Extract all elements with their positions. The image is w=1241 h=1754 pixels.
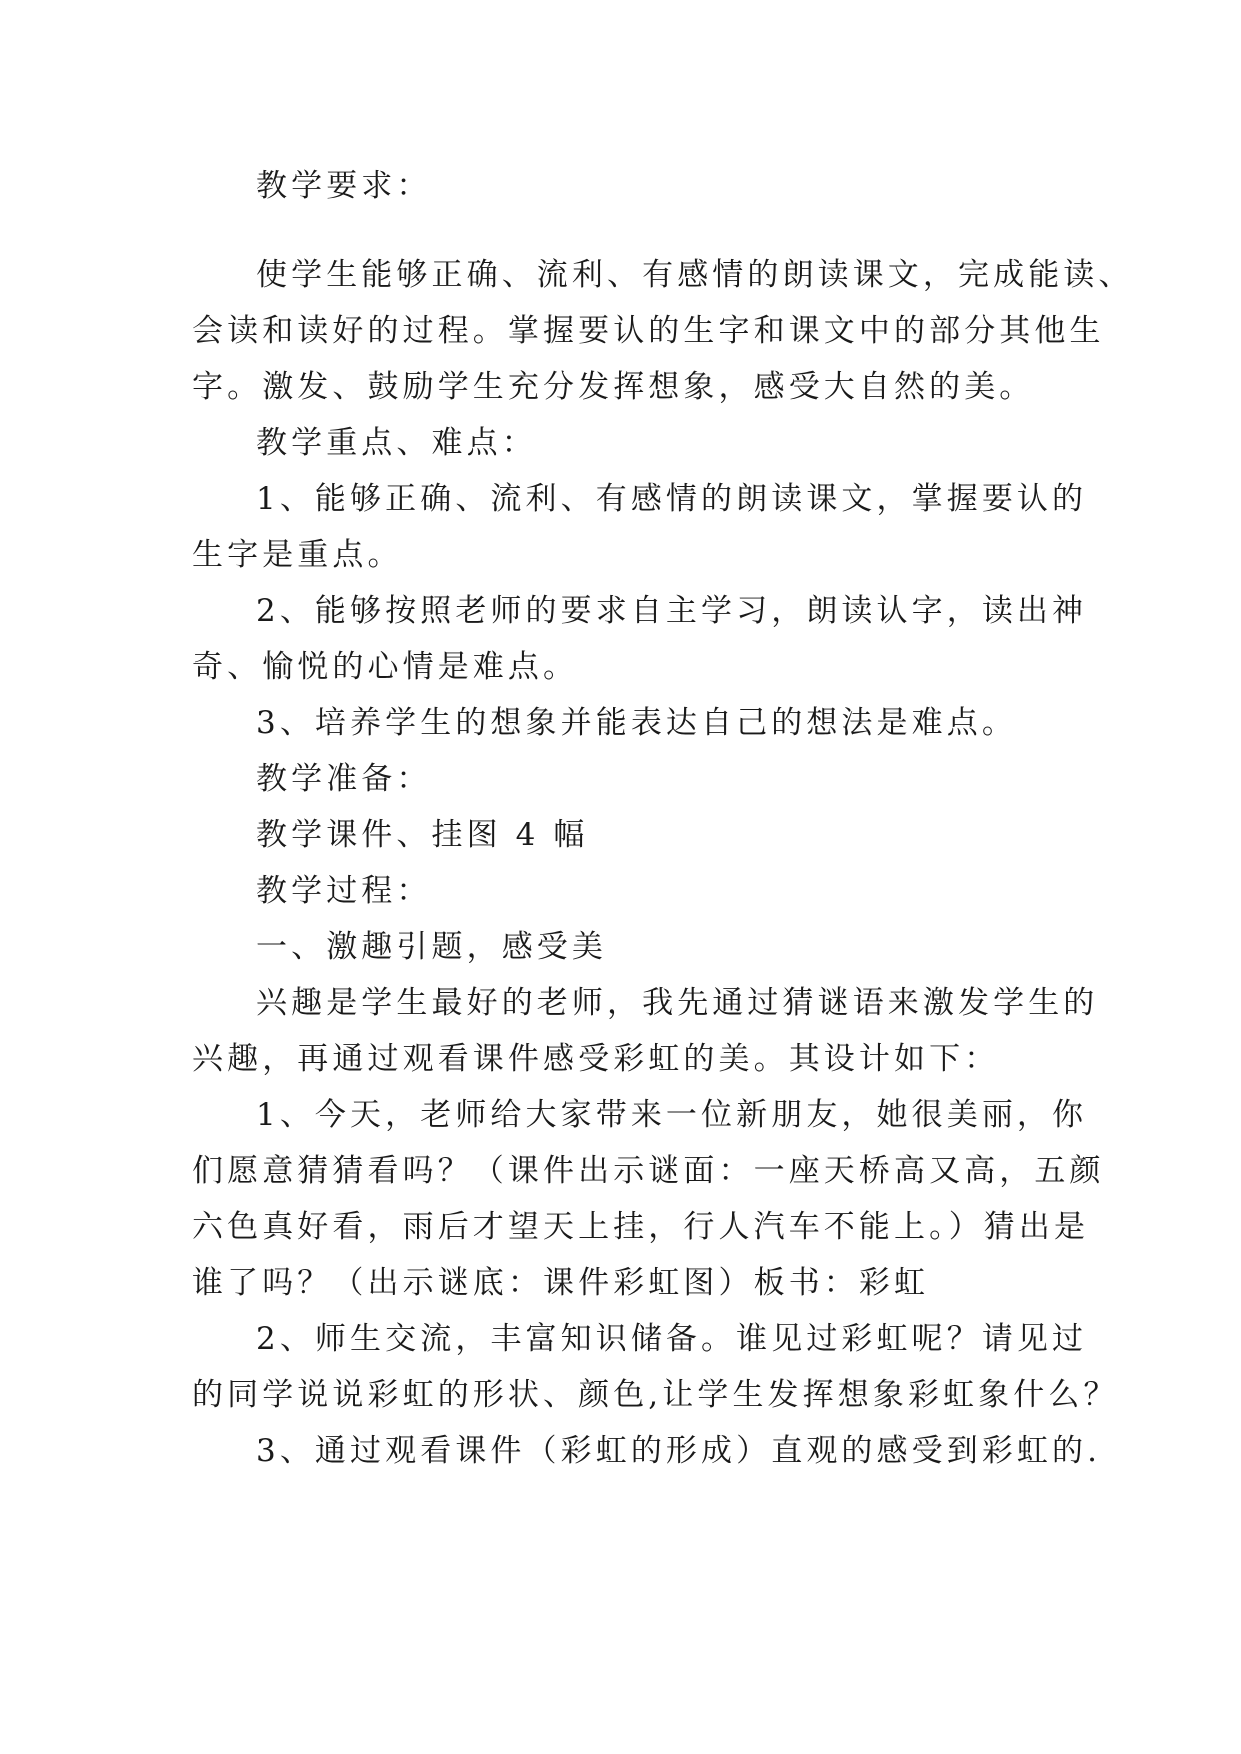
heading-teaching-requirements: 教学要求： [256, 168, 432, 204]
paragraph-line: 谁了吗？（出示谜底：课件彩虹图）板书：彩虹 [192, 1265, 930, 1301]
paragraph-line: 奇、愉悦的心情是难点。 [192, 649, 579, 685]
paragraph-line: 2、能够按照老师的要求自主学习，朗读认字，读出神 [256, 593, 1088, 629]
paragraph-line: 使学生能够正确、流利、有感情的朗读课文，完成能读、 [256, 257, 1134, 293]
paragraph-line: 兴趣是学生最好的老师，我先通过猜谜语来激发学生的 [256, 985, 1099, 1021]
paragraph-line: 3、通过观看课件（彩虹的形成）直观的感受到彩虹的. [256, 1433, 1102, 1469]
paragraph-line: 的同学说说彩虹的形状、颜色,让学生发挥想象彩虹象什么？ [192, 1377, 1119, 1413]
paragraph-line: 教学课件、挂图 4 幅 [256, 817, 589, 853]
paragraph-line: 1、今天，老师给大家带来一位新朋友，她很美丽，你 [256, 1097, 1088, 1133]
paragraph-line: 字。激发、鼓励学生充分发挥想象，感受大自然的美。 [192, 369, 1035, 405]
paragraph-line: 们愿意猜猜看吗？（课件出示谜面：一座天桥高又高，五颜 [192, 1153, 1105, 1189]
heading-teaching-preparation: 教学准备： [256, 761, 432, 797]
section-heading: 一、激趣引题，感受美 [256, 929, 607, 965]
heading-key-points: 教学重点、难点： [256, 425, 537, 461]
paragraph-line: 会读和读好的过程。掌握要认的生字和课文中的部分其他生 [192, 313, 1105, 349]
paragraph-line: 兴趣，再通过观看课件感受彩虹的美。其设计如下： [192, 1041, 1000, 1077]
paragraph-line: 六色真好看，雨后才望天上挂，行人汽车不能上。）猜出是 [192, 1209, 1090, 1245]
paragraph-line: 生字是重点。 [192, 537, 403, 573]
paragraph-line: 2、师生交流，丰富知识储备。谁见过彩虹呢？请见过 [256, 1321, 1088, 1357]
paragraph-line: 1、能够正确、流利、有感情的朗读课文，掌握要认的 [256, 481, 1088, 517]
heading-teaching-process: 教学过程： [256, 873, 432, 909]
paragraph-line: 3、培养学生的想象并能表达自己的想法是难点。 [256, 705, 1017, 741]
